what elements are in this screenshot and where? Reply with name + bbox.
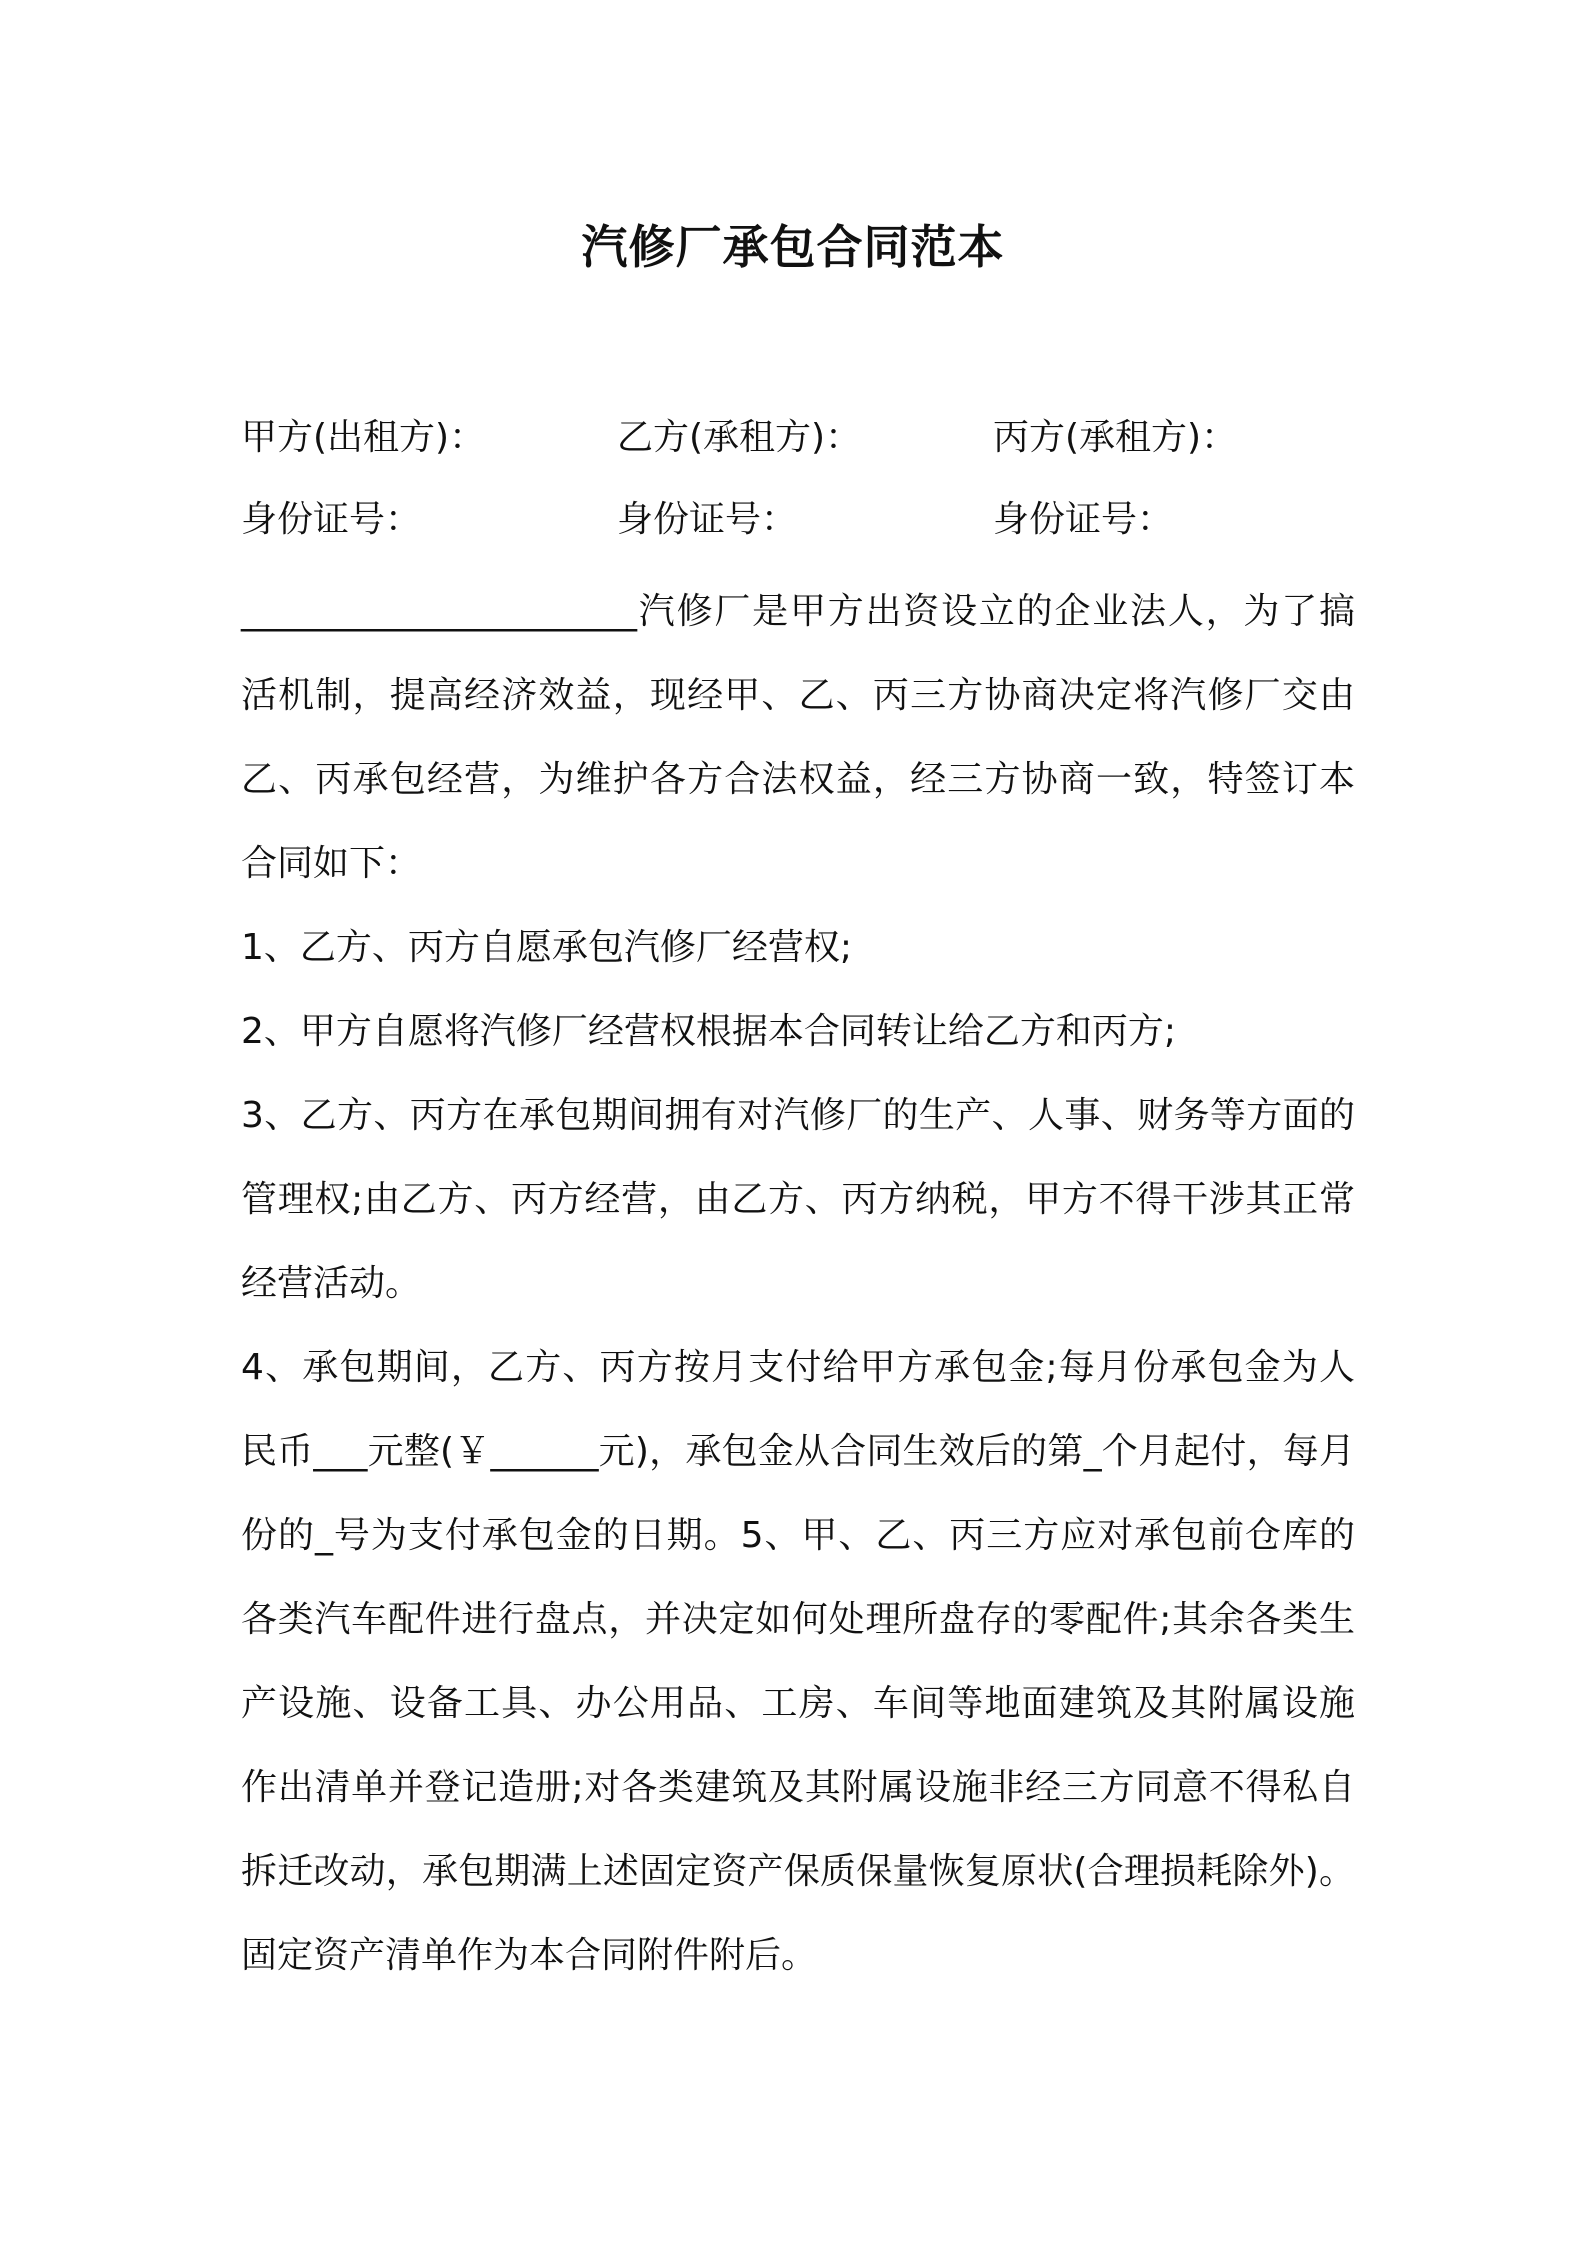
clause-3: 3、乙方、丙方在承包期间拥有对汽修厂的生产、人事、财务等方面的管理权;由乙方、丙方经营，由乙方、丙方纳税，甲方不得干涉其正常经营活动。: [241, 1095, 1355, 1304]
clause-1: 1、乙方、丙方自愿承包汽修厂经营权;: [241, 927, 853, 968]
parties-row: [241, 410, 1361, 466]
party-b-label: 乙方(承租方)：: [617, 417, 862, 458]
party-a-label: 甲方(出租方)：: [241, 417, 486, 458]
clause-4-5: 4、承包期间，乙方、丙方按月支付给甲方承包金;每月份承包金为人民币___元整(￥______元)，承包金从合同生效后的第_个月起付，每月份的_号为支付承包金的日期。5、甲、乙、丙三方应对承包前仓库的各类汽车配件进行盘点，并决定如何处理所盘存的零配件;其余各类生产设施、设备工具、办公用品、工房、车间等地面建筑及其附属设施作出清单并登记造册;对各类建筑及其附属设施非经三方同意不得私自拆迁改动，承包期满上述固定资产保质保量恢复原状(合理损耗除外)。固定资产清单作为本合同附件附后。: [241, 1347, 1355, 1976]
party-c-label: 丙方(承租方)：: [993, 417, 1238, 458]
contract-body: [241, 570, 1355, 1998]
party-b-id-label: 身份证号：: [617, 499, 798, 540]
id-number-row: [241, 492, 1361, 548]
clause-2: 2、甲方自愿将汽修厂经营权根据本合同转让给乙方和丙方;: [241, 1011, 1177, 1052]
party-c-id-label: 身份证号：: [993, 499, 1174, 540]
party-a-id-label: 身份证号：: [241, 499, 422, 540]
intro-paragraph: ______________________汽修厂是甲方出资设立的企业法人，为了搞活机制，提高经济效益，现经甲、乙、丙三方协商决定将汽修厂交由乙、丙承包经营，为维护各方合法权益，经三方协商一致，特签订本合同如下：: [241, 591, 1355, 884]
document-title: 汽修厂承包合同范本: [581, 220, 1005, 274]
